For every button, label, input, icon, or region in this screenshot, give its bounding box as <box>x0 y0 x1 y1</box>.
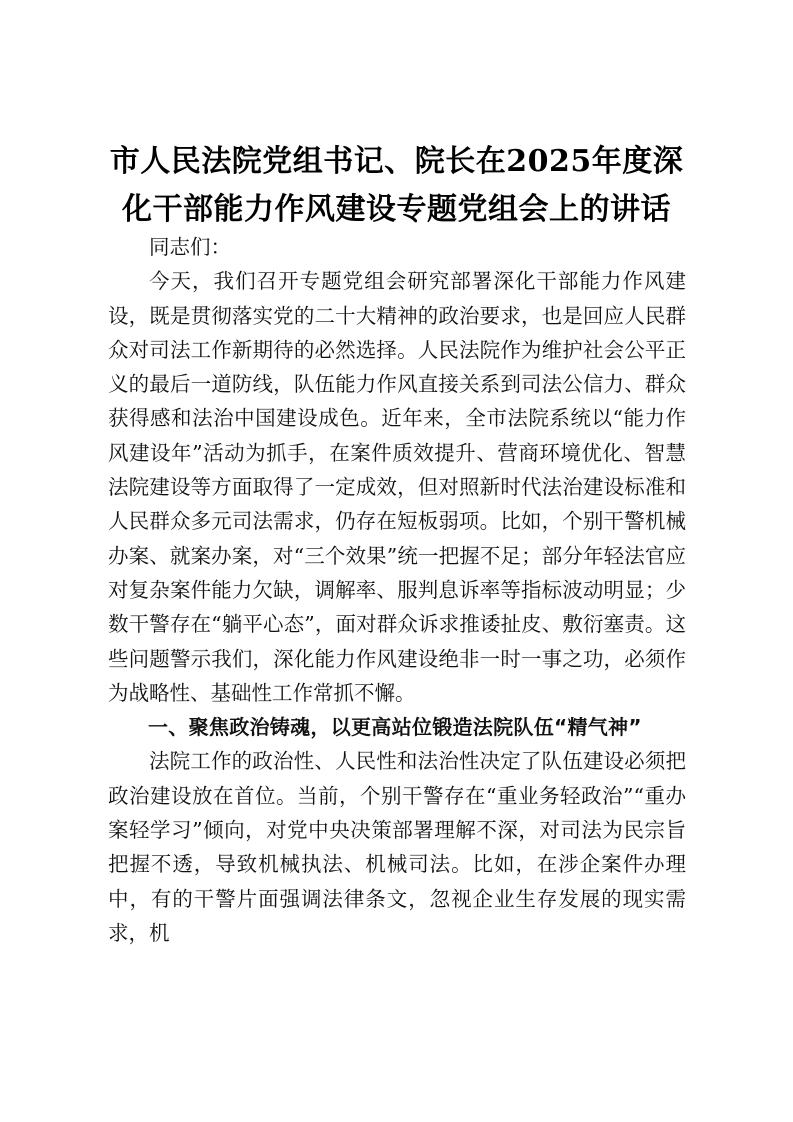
greeting-line: 同志们： <box>149 235 231 259</box>
document-body <box>108 230 686 950</box>
section-paragraph: 法院工作的政治性、人民性和法治性决定了队伍建设必须把政治建设放在首位。当前，个别干警存在“重业务轻政治”“重办案轻学习”倾向，对党中央决策部署理解不深，对司法为民宗旨把握不透，导致机械执法、机械司法。比如，在涉企案件办理中，有的干警片面强调法律条文，忽视企业生存发展的现实需求，机 <box>108 749 686 945</box>
section-heading: 一、聚焦政治铸魂，以更高站位锻造法院队伍“精气神” <box>148 715 642 740</box>
document-title: 市人民法院党组书记、院长在2025年度深化干部能力作风建设专题党组会上的讲话 <box>109 144 684 227</box>
intro-paragraph: 今天，我们召开专题党组会研究部署深化干部能力作风建设，既是贯彻落实党的二十大精神的政治要求，也是回应人民群众对司法工作新期待的必然选择。人民法院作为维护社会公平正义的最后一道防线，队伍能力作风直接关系到司法公信力、群众获得感和法治中国建设成色。近年来，全市法院系统以“能力作风建设年”活动为抓手，在案件质效提升、营商环境优化、智慧法院建设等方面取得了一定成效，但对照新时代法治建设标准和人民群众多元司法需求，仍存在短板弱项。比如，个别干警机械办案、就案办案，对“三个效果”统一把握不足；部分年轻法官应对复杂案件能力欠缺，调解率、服判息诉率等指标波动明显；少数干警存在“躺平心态”，面对群众诉求推诿扯皮、敷衍塞责。这些问题警示我们，深化能力作风建设绝非一时一事之功，必须作为战略性、基础性工作常抓不懈。 <box>108 269 686 705</box>
